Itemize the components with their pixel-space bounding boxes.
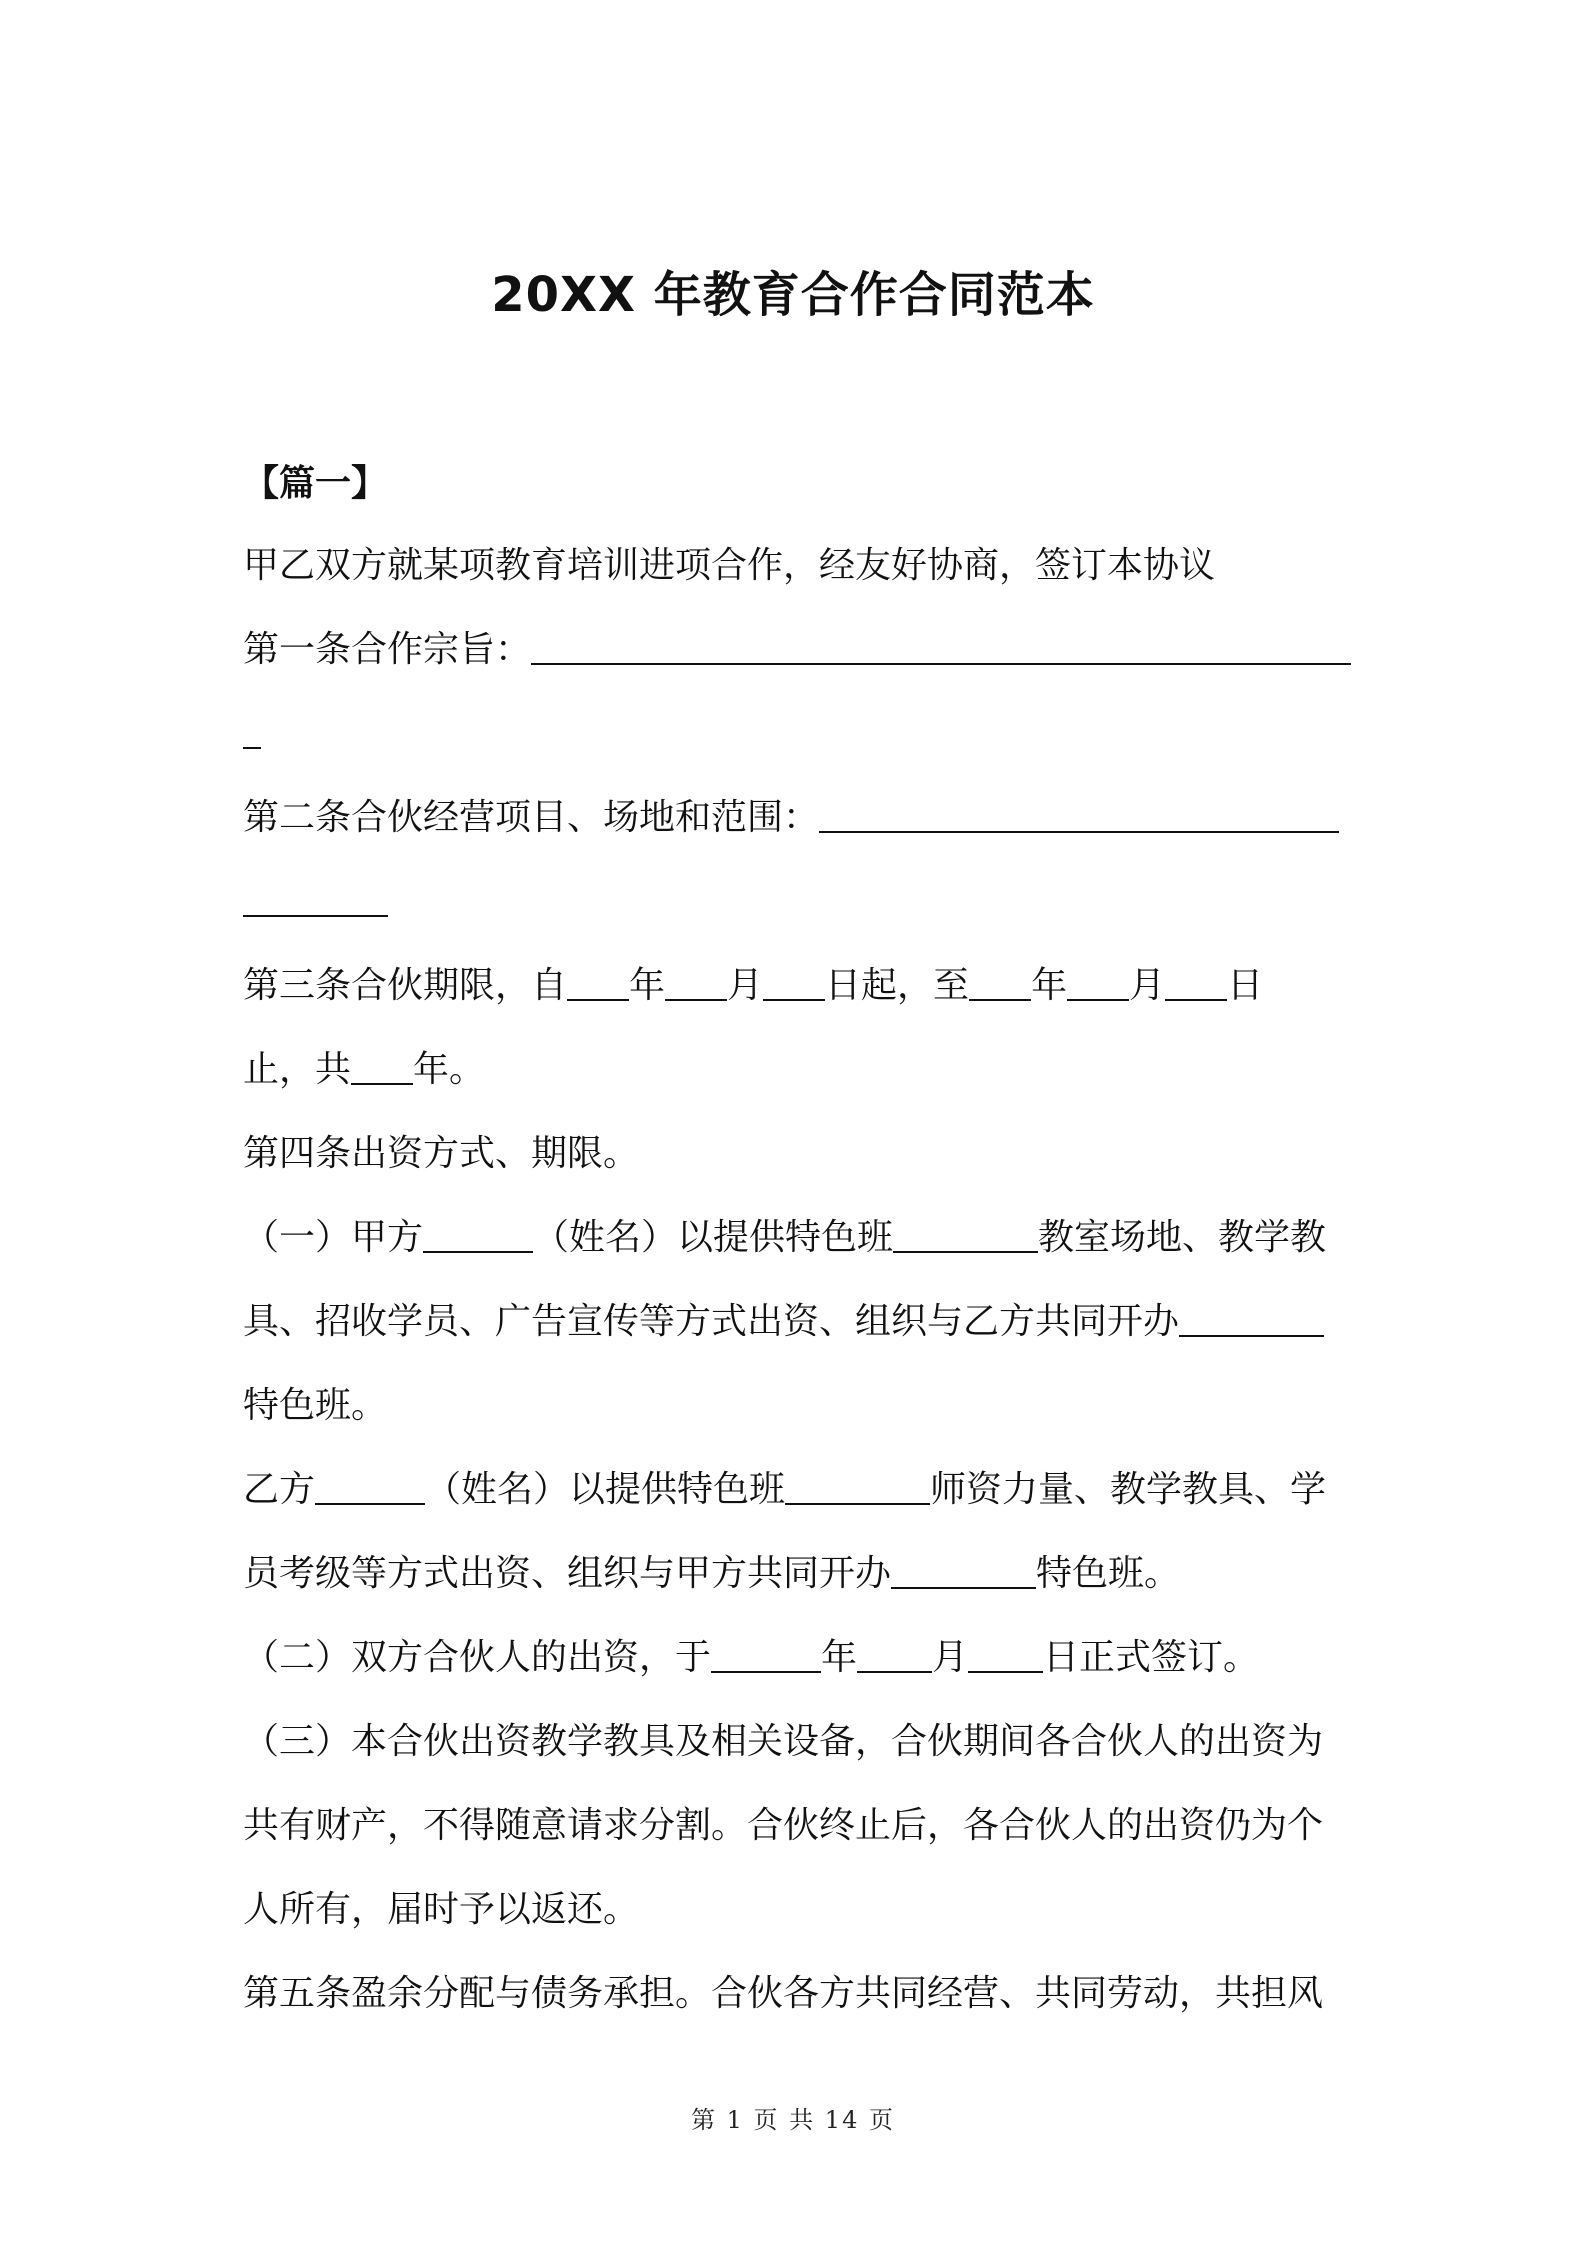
text-segment: 教室场地、教学教 — [1038, 1217, 1327, 1258]
blank-field — [891, 1551, 1036, 1589]
blank-field — [819, 795, 1339, 833]
blank-field — [1165, 963, 1227, 1001]
article-4-item-3-line-1: （三）本合伙出资教学教具及相关设备，合伙期间各合伙人的出资为 — [243, 1721, 1324, 1762]
text-segment: 月 — [1129, 965, 1166, 1006]
blank-field — [531, 627, 1351, 665]
article-4-item-1-line-2 — [243, 1298, 1355, 1346]
text-segment: 月 — [932, 1637, 969, 1678]
text-segment: 特色班。 — [1036, 1553, 1181, 1594]
blank-field — [969, 963, 1031, 1001]
blank-field — [351, 1047, 413, 1085]
article-4-item-3-line-3: 人所有，届时予以返还。 — [243, 1889, 640, 1930]
page-footer: 第 1 页 共 14 页 — [691, 2106, 895, 2134]
text-segment: （二）双方合伙人的出资，于 — [243, 1637, 712, 1678]
article-4-item-3-line-2: 共有财产，不得随意请求分割。合伙终止后，各合伙人的出资仍为个 — [243, 1805, 1324, 1846]
blank-field — [423, 1215, 533, 1253]
text-segment: 员考级等方式出资、组织与甲方共同开办 — [243, 1553, 892, 1594]
article-4-item-1 — [243, 1214, 1355, 1262]
blank-field — [1179, 1299, 1324, 1337]
text-segment: 第三条合伙期限，自 — [243, 965, 568, 1006]
article-1-label: 第一条合作宗旨： — [243, 629, 532, 670]
article-1-continuation — [243, 710, 1355, 758]
article-2-label: 第二条合伙经营项目、场地和范围： — [243, 797, 820, 838]
article-4-item-2 — [243, 1634, 1355, 1682]
text-segment: 师资力量、教学教具、学 — [930, 1469, 1327, 1510]
article-4-item-1-line-3: 特色班。 — [243, 1385, 388, 1426]
text-segment: 具、招收学员、广告宣传等方式出资、组织与乙方共同开办 — [243, 1301, 1180, 1342]
blank-field — [567, 963, 629, 1001]
blank-field — [665, 963, 727, 1001]
section-label: 【篇一】 — [243, 463, 388, 504]
article-2 — [243, 794, 1355, 842]
blank-field — [857, 1635, 932, 1673]
document-title: 20XX 年教育合作合同范本 — [491, 267, 1095, 323]
text-segment: 年 — [629, 965, 666, 1006]
blank-field — [243, 879, 388, 917]
text-segment: 年。 — [413, 1049, 486, 1090]
text-segment: 乙方 — [243, 1469, 316, 1510]
article-4-heading: 第四条出资方式、期限。 — [243, 1133, 640, 1174]
article-4-party-b — [243, 1466, 1355, 1514]
blank-field — [1067, 963, 1129, 1001]
text-segment: 年 — [821, 1637, 858, 1678]
text-segment: 月 — [727, 965, 764, 1006]
article-2-continuation — [243, 878, 1355, 926]
article-3 — [243, 962, 1355, 1010]
blank-field — [711, 1635, 821, 1673]
article-4-party-b-line-2 — [243, 1550, 1355, 1598]
article-3-continuation — [243, 1046, 1355, 1094]
blank-field — [893, 1215, 1038, 1253]
article-1 — [243, 626, 1355, 674]
text-segment: （一）甲方 — [243, 1217, 424, 1258]
blank-field — [243, 711, 261, 749]
blank-field — [315, 1467, 425, 1505]
text-segment: 日 — [1227, 965, 1264, 1006]
blank-field — [763, 963, 825, 1001]
text-segment: （姓名）以提供特色班 — [425, 1469, 786, 1510]
intro-paragraph: 甲乙双方就某项教育培训进项合作，经友好协商，签订本协议 — [243, 545, 1216, 586]
article-5: 第五条盈余分配与债务承担。合伙各方共同经营、共同劳动，共担风 — [243, 1973, 1324, 2014]
text-segment: 日正式签订。 — [1043, 1637, 1260, 1678]
blank-field — [785, 1467, 930, 1505]
blank-field — [968, 1635, 1043, 1673]
text-segment: （姓名）以提供特色班 — [533, 1217, 894, 1258]
text-segment: 日起，至 — [825, 965, 970, 1006]
text-segment: 止，共 — [243, 1049, 352, 1090]
text-segment: 年 — [1031, 965, 1068, 1006]
